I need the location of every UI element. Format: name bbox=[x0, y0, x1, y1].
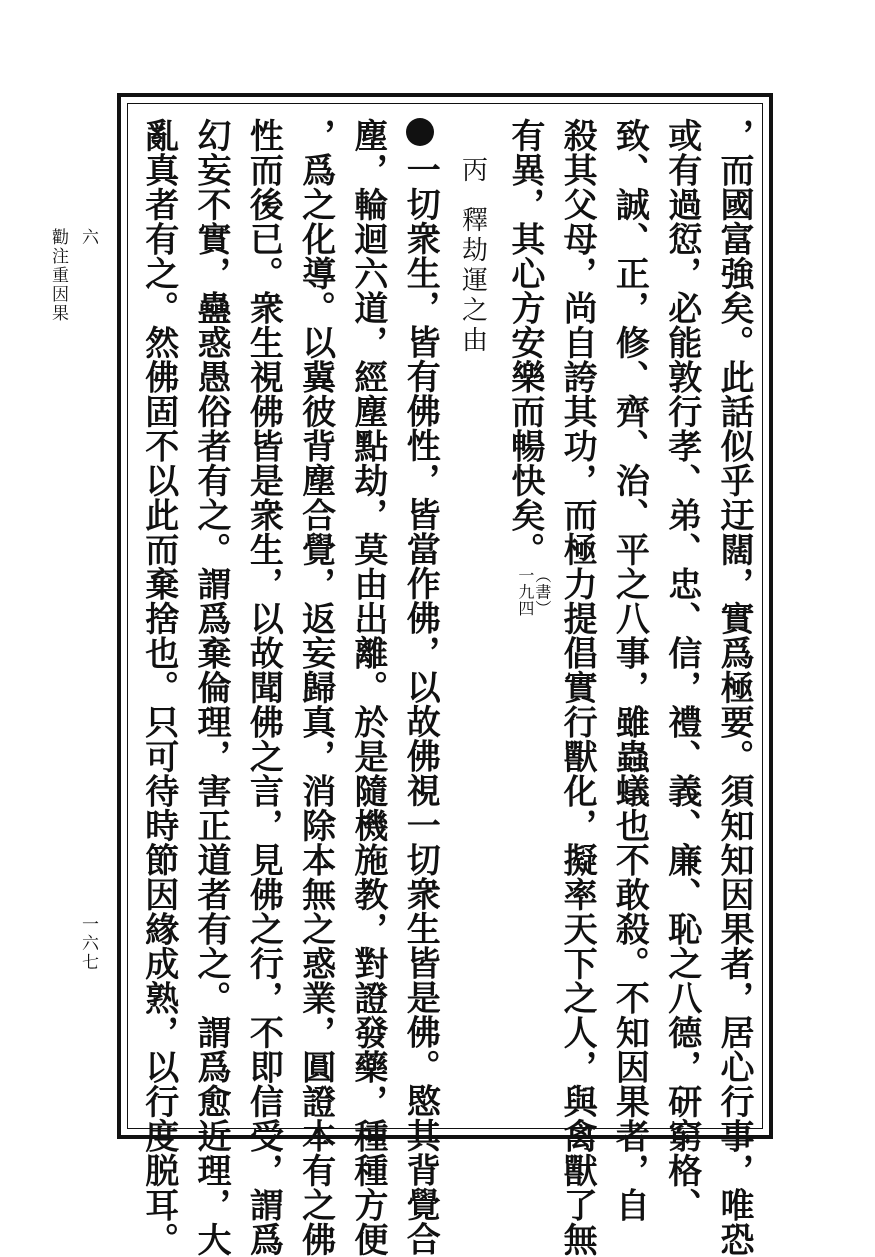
text-column: 有異，其心方安樂而暢快矣。 bbox=[504, 118, 545, 567]
text-column: 一切衆生，皆有佛性，皆當作佛，以故佛視一切衆生皆是佛。愍其背覺合 bbox=[400, 152, 441, 1256]
source-note-number: 一九四 bbox=[515, 566, 535, 616]
source-note bbox=[517, 567, 551, 617]
main-text bbox=[135, 118, 760, 1257]
margin-header bbox=[48, 228, 103, 323]
text-column: 亂真者有之。然佛固不以此而棄捨也。只可待時節因緣成熟，以行度脱耳。 bbox=[138, 118, 179, 1257]
text-column-with-bullet bbox=[394, 118, 446, 1256]
section-number: 丙 bbox=[457, 156, 488, 186]
section-title: 釋劫運之由 bbox=[457, 206, 488, 356]
text-column: 致、誠、正，修、齊、治、平之八事，雖蟲蟻也不敢殺。不知因果者，自 bbox=[609, 118, 650, 1222]
page-number: 一六七 bbox=[78, 915, 98, 972]
section-heading bbox=[446, 118, 498, 1126]
text-column: 性而後已。衆生視佛皆是衆生，以故聞佛之言，見佛之行，不即信受，謂爲 bbox=[243, 118, 284, 1257]
text-column: ，而國富強矣。此話似乎迂闊，實爲極要。須知知因果者，居心行事，唯恐 bbox=[714, 118, 754, 1257]
source-note-label: （書） bbox=[532, 566, 552, 616]
text-column: 殺其父母，尚自誇其功，而極力提倡實行獸化，擬率天下之人，與禽獸了無 bbox=[557, 118, 598, 1257]
text-column: 幻妄不實，蠱惑愚俗者有之。謂爲棄倫理，害正道者有之。謂爲愈近理，大 bbox=[191, 118, 232, 1257]
text-column: ，爲之化導。以冀彼背塵合覺，返妄歸真，消除本無之惑業，圓證本有之佛 bbox=[295, 118, 336, 1257]
book-title: 勸注重因果 bbox=[48, 228, 68, 323]
text-column: 塵，輪迴六道，經塵點劫，莫由出離。於是隨機施教，對證發藥，種種方便 bbox=[347, 118, 388, 1257]
bullet-dot-icon bbox=[406, 118, 434, 146]
text-column: 或有過愆，必能敦行孝、弟、忠、信，禮、義、廉、恥之八德，研窮格、 bbox=[661, 118, 702, 1222]
volume-number: 六 bbox=[78, 228, 98, 247]
text-column-with-note bbox=[499, 118, 551, 1126]
